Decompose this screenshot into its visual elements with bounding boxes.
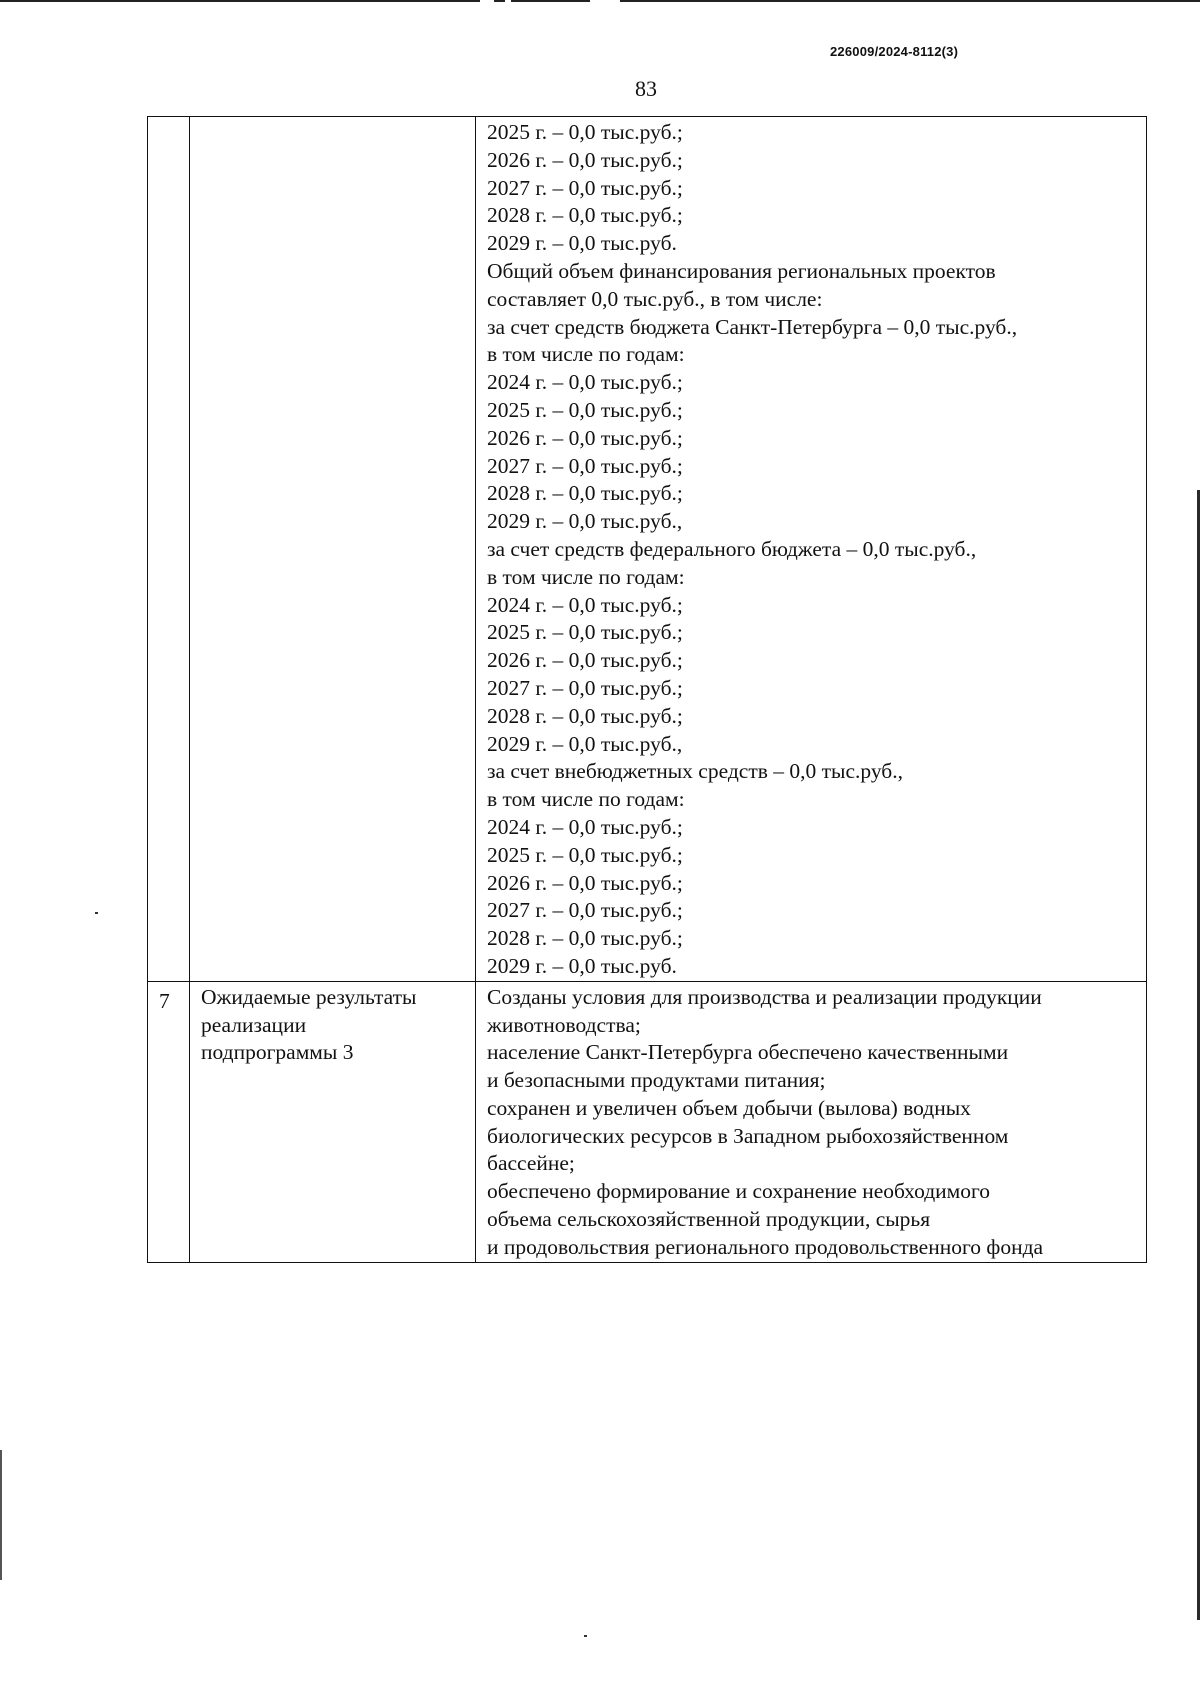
row-name-cell (190, 117, 476, 982)
program-passport-table (147, 116, 1147, 1263)
financing-text (476, 117, 1146, 981)
row-number: 7 (159, 988, 170, 1013)
text-line: 2027 г. – 0,0 тыс.руб.; (487, 898, 683, 923)
text-line: 2029 г. – 0,0 тыс.руб., (487, 509, 683, 534)
text-line: 2025 г. – 0,0 тыс.руб.; (487, 397, 683, 422)
scan-speck (95, 912, 98, 914)
text-line: 2027 г. – 0,0 тыс.руб.; (487, 175, 683, 200)
text-line: Ожидаемые результаты (201, 984, 417, 1009)
text-line: и продовольствия регионального продовольственного фонда (487, 1234, 1044, 1259)
text-line: бассейне; (487, 1151, 575, 1176)
text-line: за счет внебюджетных средств – 0,0 тыс.руб., (487, 759, 903, 784)
text-line: 2026 г. – 0,0 тыс.руб.; (487, 425, 683, 450)
scan-edge-top (0, 0, 1200, 2)
expected-results-text (476, 982, 1146, 1262)
text-line: 2027 г. – 0,0 тыс.руб.; (487, 675, 683, 700)
text-line: в том числе по годам: (487, 564, 685, 589)
text-line: 2029 г. – 0,0 тыс.руб. (487, 953, 677, 978)
text-line: составляет 0,0 тыс.руб., в том числе: (487, 286, 823, 311)
text-line: в том числе по годам: (487, 787, 685, 812)
text-line: 2029 г. – 0,0 тыс.руб., (487, 731, 683, 756)
table-row-7 (148, 981, 1147, 1262)
text-line: обеспечено формирование и сохранение необходимого (487, 1179, 991, 1204)
row-name-cell (190, 981, 476, 1262)
text-line: и безопасными продуктами питания; (487, 1068, 826, 1093)
text-line: 2026 г. – 0,0 тыс.руб.; (487, 870, 683, 895)
text-line: 2024 г. – 0,0 тыс.руб.; (487, 814, 683, 839)
text-line: объема сельскохозяйственной продукции, сырья (487, 1207, 931, 1232)
text-line: животноводства; (487, 1012, 641, 1037)
text-line: 2026 г. – 0,0 тыс.руб.; (487, 147, 683, 172)
row-number-cell (148, 981, 190, 1262)
page-number: 83 (635, 76, 657, 101)
table-row-continuation (148, 117, 1147, 982)
text-line: 2029 г. – 0,0 тыс.руб. (487, 231, 677, 256)
text-line: 2025 г. – 0,0 тыс.руб.; (487, 620, 683, 645)
row-content-cell (476, 981, 1147, 1262)
text-line: в том числе по годам: (487, 342, 685, 367)
text-line: подпрограммы 3 (201, 1040, 354, 1065)
text-line: 2027 г. – 0,0 тыс.руб.; (487, 453, 683, 478)
text-line: 2024 г. – 0,0 тыс.руб.; (487, 592, 683, 617)
text-line: реализации (201, 1012, 307, 1037)
text-line: 2025 г. – 0,0 тыс.руб.; (487, 842, 683, 867)
text-line: за счет средств федерального бюджета – 0,0 тыс.руб., (487, 536, 977, 561)
scan-edge-left (0, 1450, 2, 1580)
text-line: сохранен и увеличен объем добычи (вылова) водных (487, 1095, 971, 1120)
text-line: 2026 г. – 0,0 тыс.руб.; (487, 648, 683, 673)
text-line: 2028 г. – 0,0 тыс.руб.; (487, 481, 683, 506)
text-line: Общий объем финансирования региональных проектов (487, 258, 996, 283)
text-line: 2024 г. – 0,0 тыс.руб.; (487, 370, 683, 395)
text-line: за счет средств бюджета Санкт-Петербурга – 0,0 тыс.руб., (487, 314, 1018, 339)
text-line: население Санкт-Петербурга обеспечено качественными (487, 1040, 1009, 1065)
scan-speck (584, 1635, 587, 1637)
text-line: 2025 г. – 0,0 тыс.руб.; (487, 120, 683, 144)
row-name (190, 982, 475, 1067)
text-line: 2028 г. – 0,0 тыс.руб.; (487, 926, 683, 951)
text-line: 2028 г. – 0,0 тыс.руб.; (487, 203, 683, 228)
text-line: 2028 г. – 0,0 тыс.руб.; (487, 703, 683, 728)
text-line: Созданы условия для производства и реализации продукции (487, 984, 1042, 1009)
text-line: биологических ресурсов в Западном рыбохозяйственном (487, 1123, 1009, 1148)
document-id: 226009/2024-8112(3) (830, 44, 959, 59)
row-number-cell (148, 117, 190, 982)
row-content-cell (476, 117, 1147, 982)
